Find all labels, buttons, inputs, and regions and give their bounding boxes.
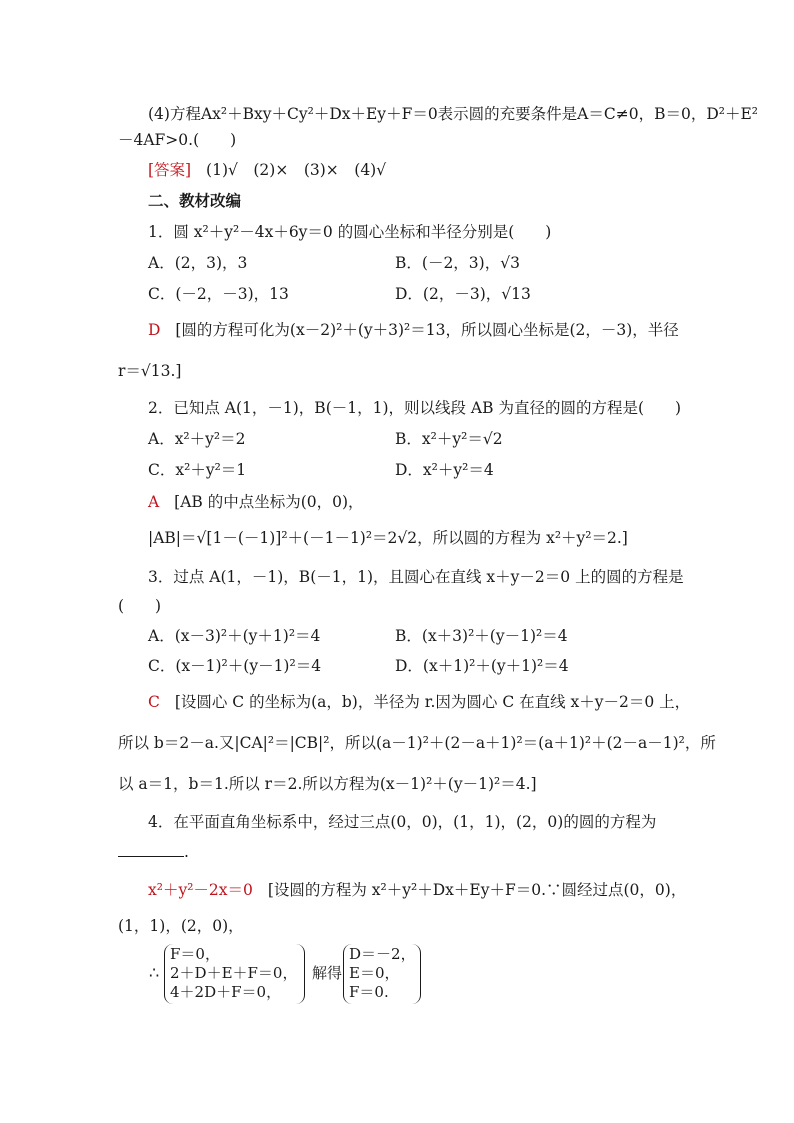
q1-explanation-text: [圆的方程可化为(x－2)²＋(y＋3)²＝13，所以圆心坐标是(2，－3)，半径 [175,321,679,339]
q1-option-a: A．(2，3)，3 [148,254,248,272]
q3-option-c: C．(x－1)²＋(y－1)²＝4 [148,657,322,675]
system-1-eq-3: 4＋2D＋F＝0， [170,983,282,1001]
question-1: 1．圆 x²＋y²－4x＋6y＝0 的圆心坐标和半径分别是( ) [148,223,552,241]
statement-4-line-2: －4AF>0.( ) [118,131,237,149]
system-1-eq-2: 2＋D＋E＋F＝0， [170,964,298,982]
system-1-right-bracket [296,944,305,1004]
q1-option-c: C．(－2，－3)，13 [148,285,289,303]
q2-option-c: C．x²＋y²＝1 [148,461,247,479]
q2-answer-letter: A [148,493,160,511]
solve-label: 解得 [312,964,343,982]
q4-answer: x²＋y²－2x＝0 [148,881,253,899]
q4-period: . [184,843,189,861]
question-4: 4．在平面直角坐标系中，经过三点(0，0)，(1，1)，(2，0)的圆的方程为 [148,813,657,831]
q2-option-a: A．x²＋y²＝2 [148,430,246,448]
q2-option-b: B．x²＋y²＝√2 [395,430,503,448]
q2-explanation-text: [AB 的中点坐标为(0，0)， [174,493,364,511]
q2-option-d: D．x²＋y²＝4 [395,461,494,479]
q4-explanation-line-1 [148,880,686,900]
q1-option-b: B．(－2，3)，√3 [395,254,520,272]
q4-blank-line [118,842,189,862]
q2-explanation-line-2: |AB|＝√[1－(－1)]²＋(－1－1)²＝2√2，所以圆的方程为 x²＋y²＝2.] [148,529,628,547]
system-2-right-bracket [412,944,421,1004]
q3-answer-letter: C [148,693,160,711]
q3-explanation-text: [设圆心 C 的坐标为(a，b)，半径为 r.因为圆心 C 在直线 x＋y－2＝0 上， [174,693,691,711]
q1-explanation-line-2: r＝√13.] [118,362,182,380]
q4-explanation-text: [设圆的方程为 x²＋y²＋Dx＋Ey＋F＝0.∵圆经过点(0，0)， [267,881,687,899]
system-2-eq-3: F＝0. [349,983,389,1001]
question-3-paren: ( ) [118,597,162,615]
q2-explanation-line-1 [148,492,364,512]
question-3: 3．过点 A(1，－1)，B(－1，1)，且圆心在直线 x＋y－2＝0 上的圆的方程是 [148,568,684,586]
q3-option-d: D．(x＋1)²＋(y＋1)²＝4 [395,657,569,675]
q3-explanation-line-1 [148,692,690,712]
system-2-eq-2: E＝0， [349,964,400,982]
answer-label: [答案] [148,161,192,179]
q3-option-a: A．(x－3)²＋(y＋1)²＝4 [148,627,321,645]
q3-option-b: B．(x＋3)²＋(y－1)²＝4 [395,627,568,645]
q1-option-d: D．(2，－3)，√13 [395,285,531,303]
q4-explanation-line-2: (1，1)，(2，0)， [118,917,244,935]
answer-line [148,160,386,180]
system-1-eq-1: F＝0， [170,945,220,963]
section-heading: 二、教材改编 [148,191,242,210]
q1-answer-letter: D [148,321,161,339]
statement-4-line-1: (4)方程Ax²＋Bxy＋Cy²＋Dx＋Ey＋F＝0表示圆的充要条件是A＝C≠0，B＝0，D²＋E² [148,105,759,123]
therefore-symbol: ∴ [149,963,160,982]
q4-answer-blank [118,842,184,857]
question-2: 2．已知点 A(1，－1)，B(－1，1)，则以线段 AB 为直径的圆的方程是( ) [148,399,682,417]
answer-text: (1)√ (2)× (3)× (4)√ [206,161,387,179]
q1-explanation-line-1 [148,320,679,340]
q3-explanation-line-2: 所以 b＝2－a.又|CA|²＝|CB|²，所以(a－1)²＋(2－a＋1)²＝(a＋1)²＋(2－a－1)²，所 [118,734,716,752]
q3-explanation-line-3: 以 a＝1，b＝1.所以 r＝2.所以方程为(x－1)²＋(y－1)²＝4.] [118,775,537,793]
system-2-eq-1: D＝－2， [349,945,416,963]
